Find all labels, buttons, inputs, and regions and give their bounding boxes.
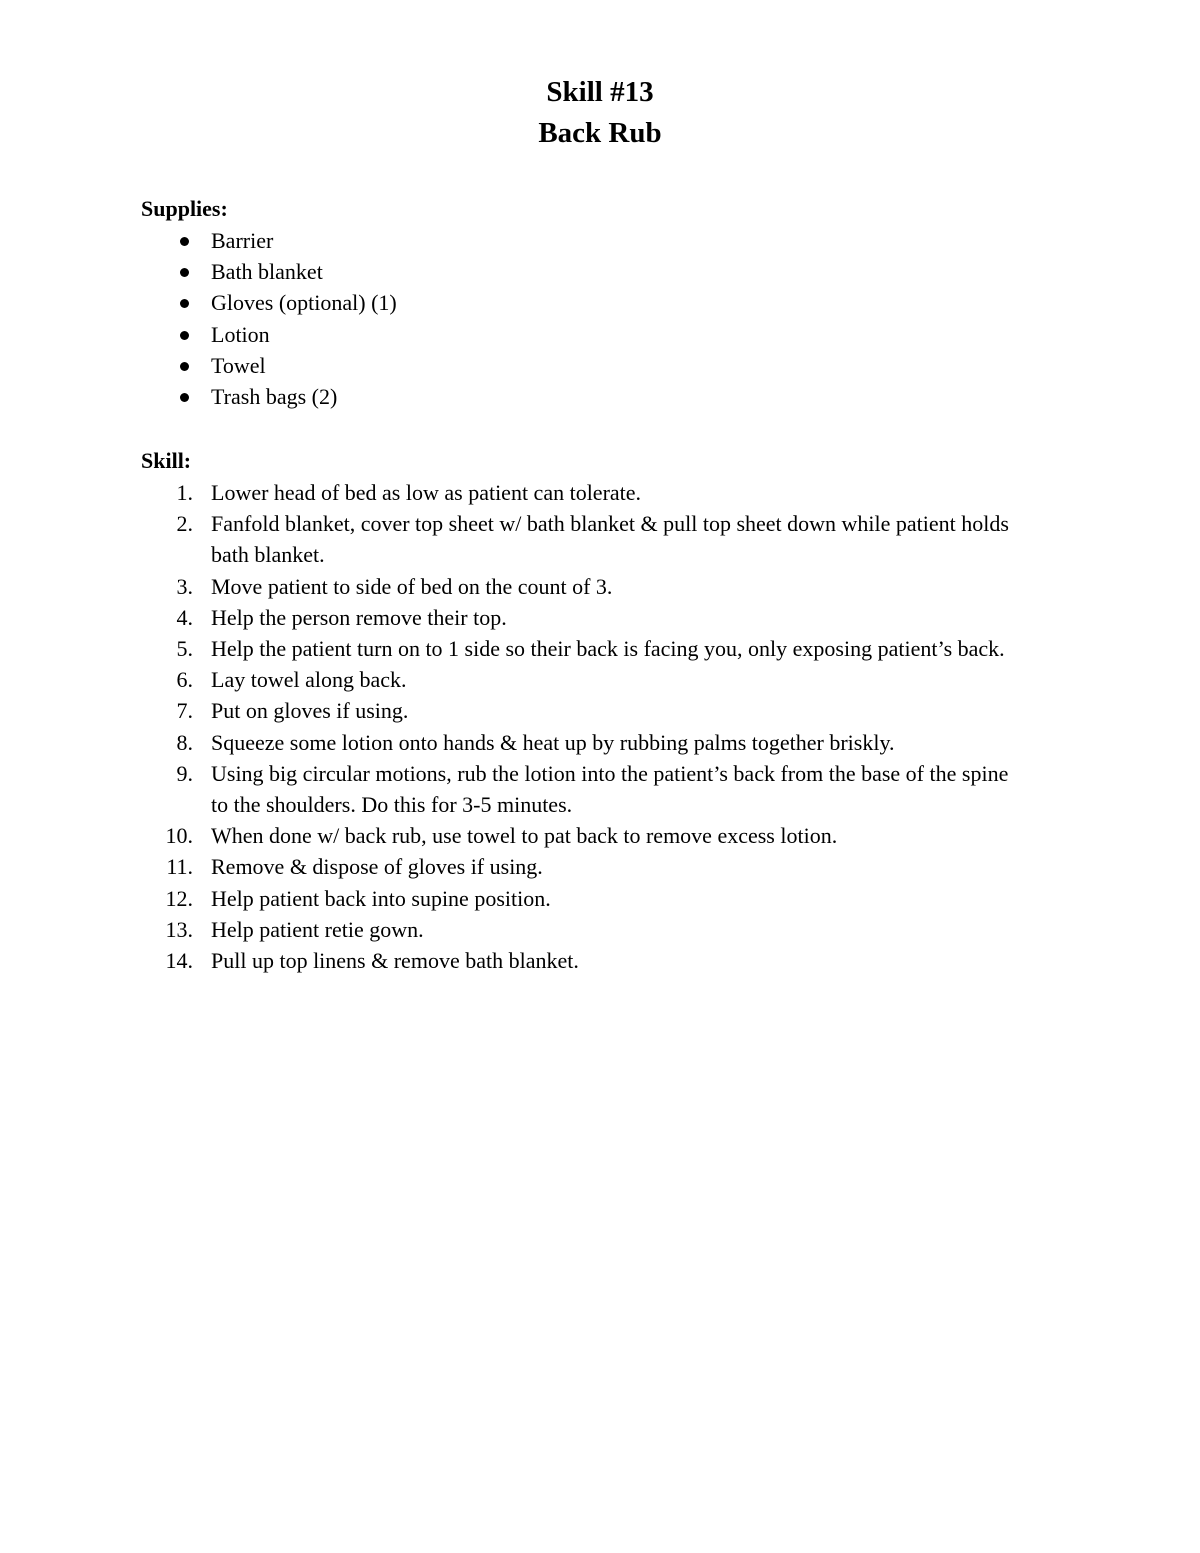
supply-item-text: Towel: [211, 352, 266, 378]
skill-steps-list: [0, 477, 1030, 976]
step-text: Help patient back into supine position.: [211, 885, 551, 911]
step-number: 3.: [176, 573, 193, 599]
supply-item-text: Lotion: [211, 321, 270, 347]
step-number: 10.: [165, 823, 193, 849]
step-number: 4.: [176, 604, 193, 630]
step-text: Help the person remove their top.: [211, 604, 507, 630]
step-number: 8.: [176, 729, 193, 755]
skill-step: [0, 602, 1030, 633]
supply-item: [0, 256, 397, 287]
bullet-icon: [180, 237, 189, 246]
step-text: Lower head of bed as low as patient can tolerate.: [211, 480, 642, 505]
supply-item: [0, 350, 397, 381]
step-text: Put on gloves if using.: [211, 698, 409, 724]
step-text: Remove & dispose of gloves if using.: [211, 854, 543, 880]
skill-step: [0, 508, 1030, 570]
skill-step: [0, 477, 1030, 508]
bullet-icon: [180, 393, 189, 402]
skill-step: [0, 664, 1030, 695]
step-text: When done w/ back rub, use towel to pat back to remove excess lotion.: [211, 823, 838, 849]
skill-step: [0, 851, 1030, 882]
skill-step: [0, 695, 1030, 726]
step-number: 1.: [176, 480, 193, 505]
step-number: 14.: [165, 948, 193, 974]
supply-item-text: Gloves (optional) (1): [211, 290, 397, 316]
supplies-heading: Supplies:: [141, 196, 228, 221]
supply-item-text: Barrier: [211, 228, 274, 253]
bullet-icon: [180, 299, 189, 308]
step-text: Pull up top linens & remove bath blanket.: [211, 948, 579, 974]
supply-item: [0, 319, 397, 350]
supply-item: [0, 225, 397, 256]
step-number: 6.: [176, 667, 193, 693]
step-number: 12.: [165, 885, 193, 911]
step-number: 11.: [166, 854, 193, 880]
supply-item-text: Trash bags (2): [211, 384, 338, 410]
step-text: Lay towel along back.: [211, 667, 407, 693]
step-number: 7.: [176, 698, 193, 724]
skill-step: [0, 883, 1030, 914]
step-text: Using big circular motions, rub the lotion into the patient’s back from the base of the spine to the shoulders. Do this for 3-5 minutes.: [211, 760, 1009, 818]
skill-heading: Skill:: [141, 448, 192, 473]
step-number: 13.: [165, 916, 193, 942]
supplies-list: [0, 225, 397, 412]
bullet-icon: [180, 268, 189, 277]
skill-step: [0, 758, 1030, 820]
step-text: Squeeze some lotion onto hands & heat up by rubbing palms together briskly.: [211, 729, 895, 755]
supply-item-text: Bath blanket: [211, 259, 323, 285]
skill-step: [0, 914, 1030, 945]
supply-item: [0, 287, 397, 318]
supply-item: [0, 381, 397, 412]
bullet-icon: [180, 362, 189, 371]
title-block: [0, 72, 1200, 154]
step-text: Help the patient turn on to 1 side so their back is facing you, only exposing patient’s back.: [211, 636, 1005, 662]
skill-step: [0, 945, 1030, 976]
skill-name-title: Back Rub: [538, 117, 662, 149]
step-text: Fanfold blanket, cover top sheet w/ bath blanket & pull top sheet down while patient holds bath blanket.: [211, 511, 1009, 568]
step-number: 2.: [176, 511, 193, 537]
skill-step: [0, 727, 1030, 758]
step-text: Help patient retie gown.: [211, 916, 424, 942]
skill-step: [0, 820, 1030, 851]
bullet-icon: [180, 331, 189, 340]
skill-step: [0, 633, 1030, 664]
skill-number-title: Skill #13: [546, 76, 654, 108]
step-text: Move patient to side of bed on the count of 3.: [211, 573, 613, 599]
step-number: 9.: [176, 760, 193, 786]
skill-step: [0, 571, 1030, 602]
step-number: 5.: [176, 636, 193, 662]
